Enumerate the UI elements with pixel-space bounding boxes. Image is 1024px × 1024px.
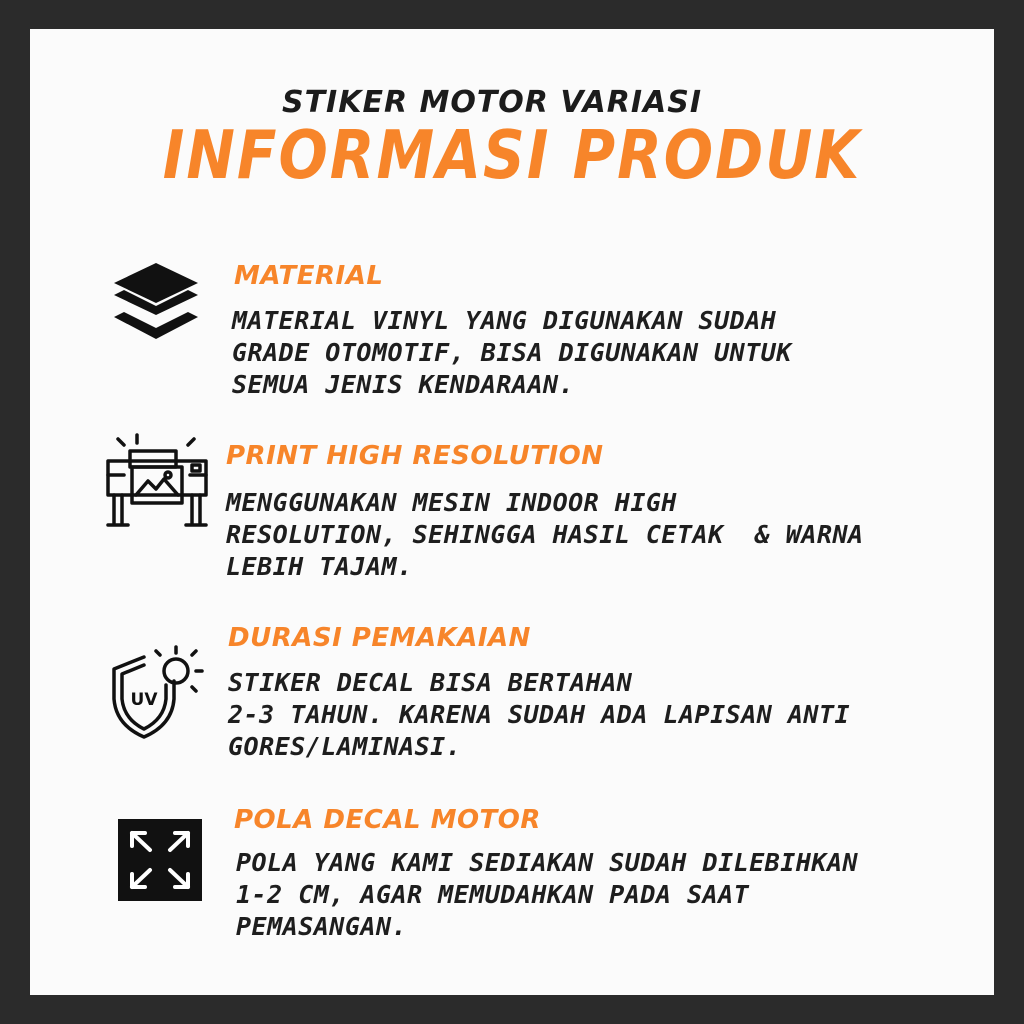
- item-heading: POLA DECAL MOTOR: [234, 805, 541, 835]
- layers-icon: [110, 261, 202, 341]
- description-line: GORES/LAMINASI.: [228, 732, 462, 761]
- item-description: [226, 487, 864, 583]
- item-heading: DURASI PEMAKAIAN: [228, 623, 531, 653]
- description-line: LEBIH TAJAM.: [226, 552, 413, 581]
- description-line: SEMUA JENIS KENDARAAN.: [232, 370, 575, 399]
- page-subtitle: STIKER MOTOR VARIASI: [281, 85, 703, 120]
- description-line: STIKER DECAL BISA BERTAHAN: [228, 668, 633, 697]
- description-line: RESOLUTION, SEHINGGA HASIL CETAK & WARNA: [226, 520, 864, 549]
- item-heading: MATERIAL: [234, 261, 384, 291]
- description-line: GRADE OTOMOTIF, BISA DIGUNAKAN UNTUK: [232, 338, 792, 367]
- description-line: PEMASANGAN.: [236, 912, 408, 941]
- item-heading: PRINT HIGH RESOLUTION: [226, 441, 604, 471]
- info-card: [30, 29, 994, 995]
- uv-label: UV: [130, 690, 158, 710]
- description-line: MENGGUNAKAN MESIN INDOOR HIGH: [226, 488, 677, 517]
- uv-shield-icon: [108, 641, 204, 741]
- description-line: POLA YANG KAMI SEDIAKAN SUDAH DILEBIHKAN: [236, 848, 859, 877]
- printer-icon: [104, 431, 210, 531]
- description-line: 1-2 CM, AGAR MEMUDAHKAN PADA SAAT: [236, 880, 750, 909]
- description-line: MATERIAL VINYL YANG DIGUNAKAN SUDAH: [232, 306, 777, 335]
- item-description: [236, 847, 858, 943]
- expand-arrows-icon: [118, 819, 202, 901]
- page-title: INFORMASI PRODUK: [162, 115, 862, 195]
- item-description: [232, 305, 792, 401]
- description-line: 2-3 TAHUN. KARENA SUDAH ADA LAPISAN ANTI: [228, 700, 851, 729]
- item-description: [228, 667, 850, 763]
